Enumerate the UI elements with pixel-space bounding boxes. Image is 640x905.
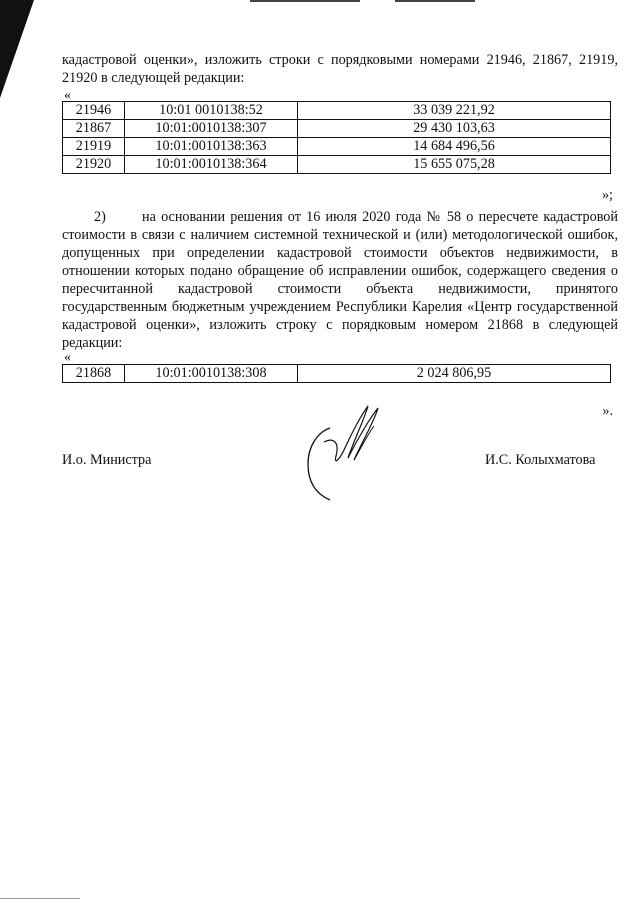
cadastral-number: 10:01:0010138:363 xyxy=(125,138,298,156)
cadastral-table-1 xyxy=(62,101,611,174)
row-number: 21946 xyxy=(63,102,125,120)
cadastral-table-2 xyxy=(62,364,611,383)
cadastral-number: 10:01:0010138:364 xyxy=(125,156,298,174)
table-row xyxy=(63,120,611,138)
open-quote-2: « xyxy=(64,350,71,365)
cadastral-number: 10:01:0010138:308 xyxy=(125,365,298,383)
table-row xyxy=(63,156,611,174)
scan-top-edge xyxy=(250,0,360,2)
scan-top-edge xyxy=(395,0,475,2)
row-number: 21867 xyxy=(63,120,125,138)
row-number: 21919 xyxy=(63,138,125,156)
row-number: 21920 xyxy=(63,156,125,174)
signatory-title: И.о. Министра xyxy=(62,452,152,468)
paragraph-2 xyxy=(62,208,618,352)
table-row xyxy=(63,365,611,383)
handwritten-signature xyxy=(296,398,386,508)
close-quote-2: ». xyxy=(602,403,613,419)
cadastral-value: 15 655 075,28 xyxy=(298,156,611,174)
paragraph-number: 2) xyxy=(94,209,106,225)
scan-corner-shadow xyxy=(0,0,60,110)
paragraph-2-text: на основании решения от 16 июля 2020 года № 58 о пересчете кадастровой стоимости в связи с наличием системной технической и (или) методологической ошибок, допущенных при определении кадастровой стоимости объектов недвижимости, в отношении которых подано обращение об исправлении ошибок, содержащего сведения о пересчитанной кадастровой стоимости объекта недвижимости, принятого государственным бюджетным учреждением Республики Карелия «Центр государственной кадастровой оценки», изложить строку с порядковым номером 21868 в следующей редакции: xyxy=(62,209,618,351)
table-row xyxy=(63,102,611,120)
cadastral-value: 2 024 806,95 xyxy=(298,365,611,383)
cadastral-value: 33 039 221,92 xyxy=(298,102,611,120)
close-quote-1: »; xyxy=(601,187,613,203)
table-row xyxy=(63,138,611,156)
cadastral-number: 10:01:0010138:307 xyxy=(125,120,298,138)
scan-bottom-edge xyxy=(0,898,80,899)
cadastral-value: 29 430 103,63 xyxy=(298,120,611,138)
cadastral-number: 10:01 0010138:52 xyxy=(125,102,298,120)
row-number: 21868 xyxy=(63,365,125,383)
open-quote-1: « xyxy=(64,88,71,103)
signatory-name: И.С. Колыхматова xyxy=(485,452,596,468)
paragraph-1: кадастровой оценки», изложить строки с порядковыми номерами 21946, 21867, 21919, 21920 в следующей редакции: xyxy=(62,52,618,86)
cadastral-value: 14 684 496,56 xyxy=(298,138,611,156)
